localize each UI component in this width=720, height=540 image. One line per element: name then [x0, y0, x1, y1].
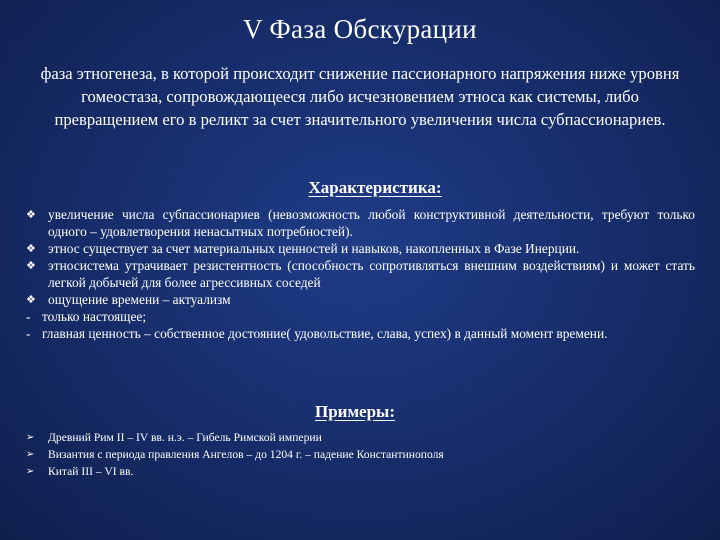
list-item [26, 291, 695, 308]
list-item [26, 463, 695, 480]
diamond-icon: ❖ [26, 208, 36, 221]
list-item [26, 446, 695, 463]
list-item-text: главная ценность – собственное достояние( удовольствие, слава, успех) в данный момент времени. [42, 326, 608, 341]
diamond-icon: ❖ [26, 242, 36, 255]
arrow-icon: ➢ [26, 449, 35, 460]
arrow-icon: ➢ [26, 466, 35, 477]
dash-marker: - [26, 326, 31, 341]
list-item [26, 240, 695, 257]
list-item-text: Византия с периода правления Ангелов – до 1204 г. – падение Константинополя [48, 448, 444, 461]
examples-heading: Примеры: [315, 402, 395, 421]
list-item-text: только настоящее; [42, 309, 147, 324]
list-item-text: этносистема утрачивает резистентность (способность сопротивляться внешним воздействиям) и может стать легкой добычей для более агрессивных соседей [48, 258, 695, 290]
list-item-text: Древний Рим II – IV вв. н.э. – Гибель Римской империи [48, 431, 322, 444]
arrow-icon: ➢ [26, 432, 35, 443]
definition-text: фаза этногенеза, в которой происходит снижение пассионарного напряжения ниже уровня гомеостаза, сопровождающееся либо исчезновением этноса как системы, либо превращением его в реликт за счет значительного увеличения числа субпассионариев. [40, 64, 680, 129]
list-item [26, 308, 695, 325]
diamond-icon: ❖ [26, 293, 36, 306]
list-item-text: этнос существует за счет материальных ценностей и навыков, накопленных в Фазе Инерции. [48, 241, 580, 256]
slide-title: V Фаза Обскурации [243, 14, 477, 44]
diamond-icon: ❖ [26, 259, 36, 272]
characteristics-heading: Характеристика: [308, 178, 442, 197]
list-item-text: Китай III – VI вв. [48, 465, 134, 478]
examples-list [26, 429, 695, 480]
characteristics-list [26, 206, 695, 342]
dash-marker: - [26, 309, 31, 324]
list-item [26, 429, 695, 446]
list-item-text: ощущение времени – актуализм [48, 292, 231, 307]
list-item [26, 325, 695, 342]
list-item [26, 257, 695, 291]
list-item [26, 206, 695, 240]
list-item-text: увеличение числа субпассионариев (невозможность любой конструктивной деятельности, требуют только одного – удовлетворения ненасытных потребностей). [48, 207, 695, 239]
